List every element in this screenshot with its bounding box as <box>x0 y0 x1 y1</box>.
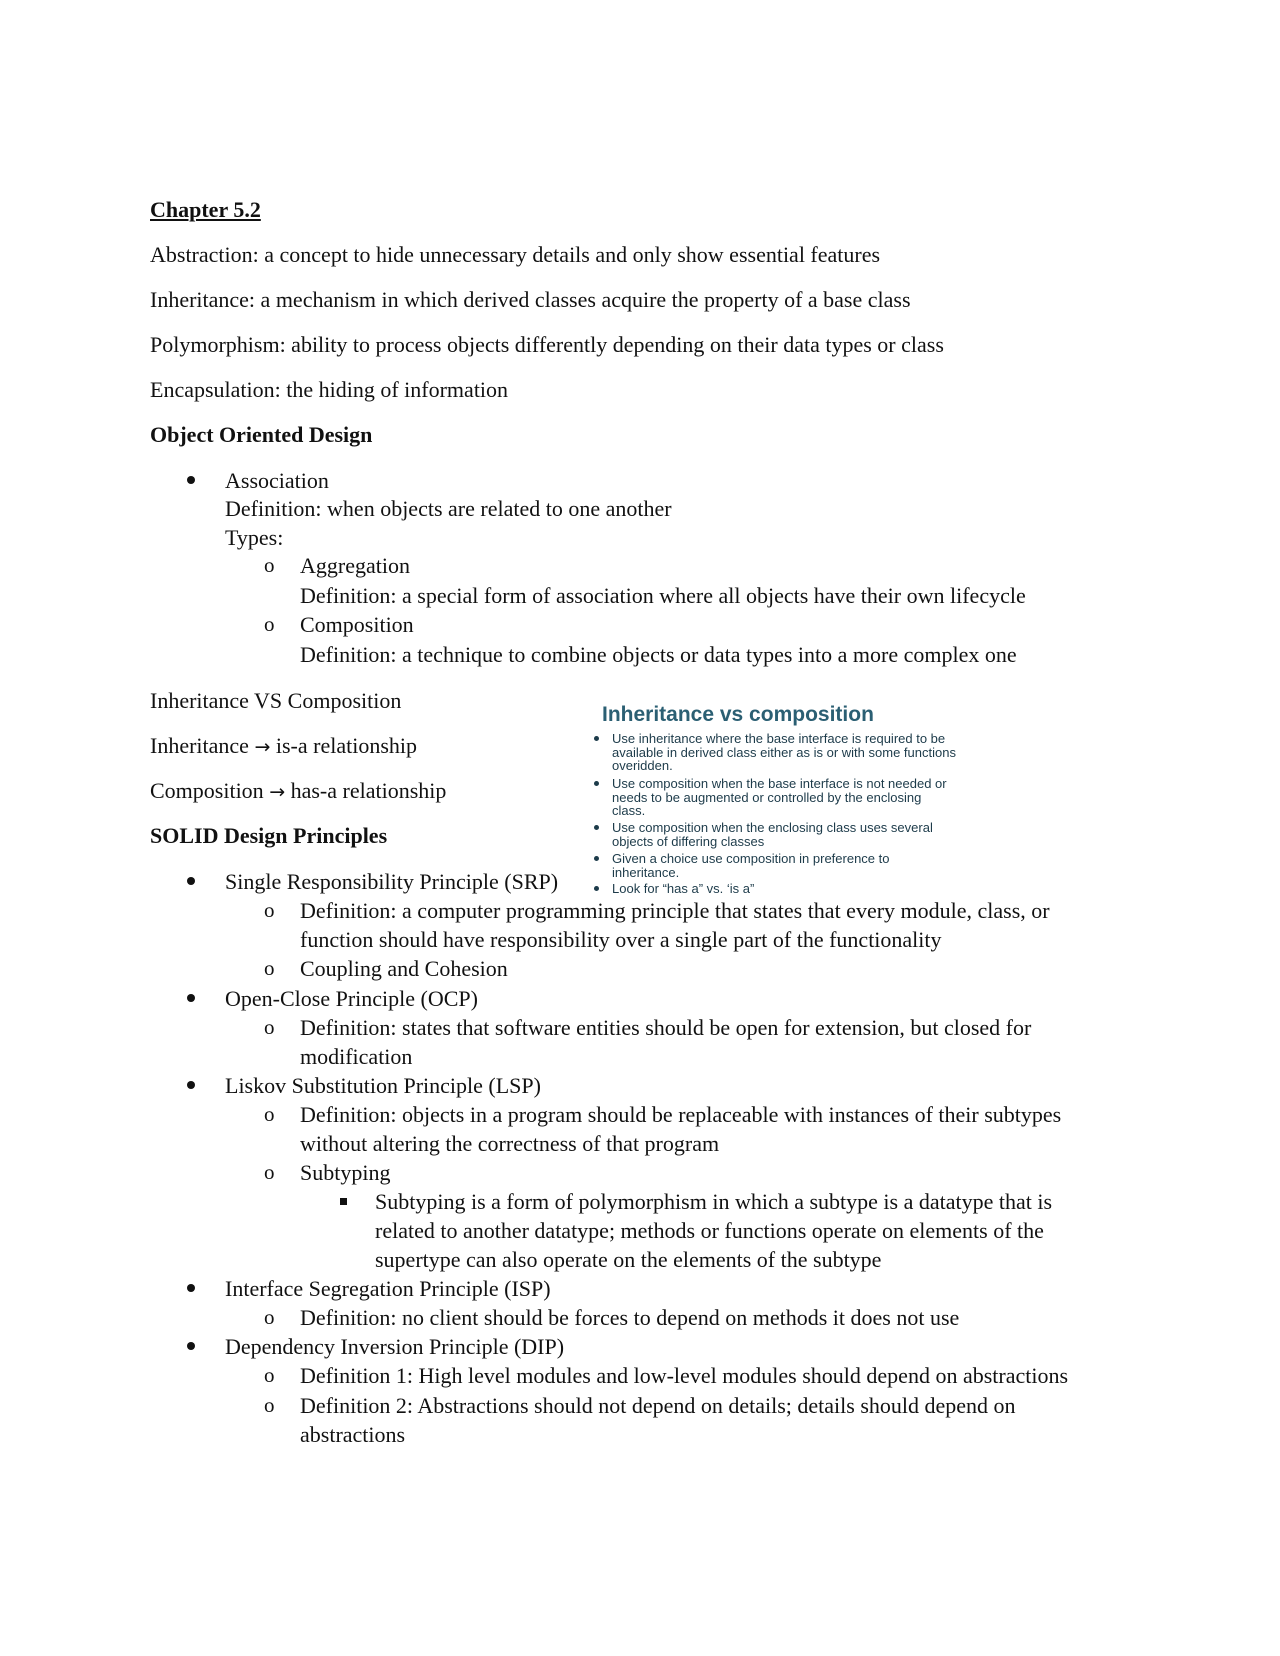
lsp-definition-line-2: without altering the correctness of that program <box>300 1131 720 1156</box>
lsp-subtyping: Subtyping <box>300 1160 391 1185</box>
dip-label: Dependency Inversion Principle (DIP) <box>225 1334 565 1359</box>
isp-label: Interface Segregation Principle (ISP) <box>225 1276 551 1301</box>
lsp-subtyping-line-2: related to another datatype; methods or functions operate on elements of the <box>375 1218 1044 1243</box>
bullet-icon <box>187 1284 195 1292</box>
dip-definition-2-line-1: Definition 2: Abstractions should not depend on details; details should depend on <box>300 1393 1016 1418</box>
srp-label: Single Responsibility Principle (SRP) <box>225 869 559 894</box>
arrow-right-icon: → <box>254 736 271 758</box>
lsp-definition-line-1: Definition: objects in a program should be replaceable with instances of their subtypes <box>300 1102 1062 1127</box>
definition-inheritance: Inheritance: a mechanism in which derived classes acquire the property of a base class <box>150 287 911 312</box>
srp-definition-line-1: Definition: a computer programming principle that states that every module, class, or <box>300 898 1050 923</box>
bullet-icon <box>594 886 599 891</box>
ocp-definition-line-2: modification <box>300 1044 413 1069</box>
bullet-icon <box>187 1081 195 1089</box>
dip-definition-1: Definition 1: High level modules and low-level modules should depend on abstractions <box>300 1363 1069 1388</box>
association-definition: Definition: when objects are related to one another <box>225 496 672 521</box>
inheritance-relationship: Inheritance → is-a relationship <box>150 733 417 758</box>
bullet-icon <box>594 825 599 830</box>
isp-definition: Definition: no client should be forces to depend on methods it does not use <box>300 1305 960 1330</box>
bullet-icon <box>187 1342 195 1350</box>
solid-heading: SOLID Design Principles <box>150 823 388 848</box>
ood-heading: Object Oriented Design <box>150 422 373 447</box>
circle-bullet-icon: o <box>264 1393 275 1417</box>
composition-label: Composition <box>300 612 414 637</box>
ocp-definition-line-1: Definition: states that software entities should be open for extension, but closed for <box>300 1015 1032 1040</box>
circle-bullet-icon: o <box>264 1102 275 1126</box>
lsp-label: Liskov Substitution Principle (LSP) <box>225 1073 541 1098</box>
chapter-title: Chapter 5.2 <box>150 197 261 222</box>
definition-polymorphism: Polymorphism: ability to process objects differently depending on their data types or class <box>150 332 944 357</box>
srp-coupling: Coupling and Cohesion <box>300 956 508 981</box>
bullet-icon <box>594 736 599 741</box>
composition-relationship: Composition → has-a relationship <box>150 778 447 803</box>
circle-bullet-icon: o <box>264 898 275 922</box>
composition-definition: Definition: a technique to combine objects or data types into a more complex one <box>300 642 1017 667</box>
circle-bullet-icon: o <box>264 1363 275 1387</box>
lsp-subtyping-line-3: supertype can also operate on the elements of the subtype <box>375 1247 882 1272</box>
bullet-icon <box>187 476 195 484</box>
circle-bullet-icon: o <box>264 956 275 980</box>
circle-bullet-icon: o <box>264 1160 275 1184</box>
inheritance-vs-composition-figure: Inheritance vs composition Use inheritance where the base interface is required to be available in derived class either as is or with some functions overidden. Use composition when the base interface is not needed or needs to be augmented or controlled by the enclosing class. Use composition when the enclosing class uses several objects of differing classes Given a choice use composition in preference to inheritance. Look for “has a” vs. ‘is a” <box>590 700 990 900</box>
definition-abstraction: Abstraction: a concept to hide unnecessary details and only show essential features <box>150 242 881 267</box>
circle-bullet-icon: o <box>264 1305 275 1329</box>
aggregation-definition: Definition: a special form of association where all objects have their own lifecycle <box>300 583 1026 608</box>
ocp-label: Open-Close Principle (OCP) <box>225 986 478 1011</box>
srp-definition-line-2: function should have responsibility over a single part of the functionality <box>300 927 942 952</box>
circle-bullet-icon: o <box>264 553 275 577</box>
definition-encapsulation: Encapsulation: the hiding of information <box>150 377 509 402</box>
circle-bullet-icon: o <box>264 612 275 636</box>
lsp-subtyping-line-1: Subtyping is a form of polymorphism in which a subtype is a datatype that is <box>375 1189 1053 1214</box>
arrow-right-icon: → <box>269 781 286 803</box>
square-bullet-icon <box>340 1198 347 1205</box>
ivc-heading: Inheritance VS Composition <box>150 688 402 713</box>
dip-definition-2-line-2: abstractions <box>300 1422 406 1447</box>
aggregation-label: Aggregation <box>300 553 410 578</box>
bullet-icon <box>594 856 599 861</box>
bullet-icon <box>594 781 599 786</box>
circle-bullet-icon: o <box>264 1015 275 1039</box>
types-label: Types: <box>225 525 284 550</box>
bullet-icon <box>187 994 195 1002</box>
figure-title: Inheritance vs composition <box>602 703 874 726</box>
association-label: Association <box>225 468 329 493</box>
bullet-icon <box>187 877 195 885</box>
